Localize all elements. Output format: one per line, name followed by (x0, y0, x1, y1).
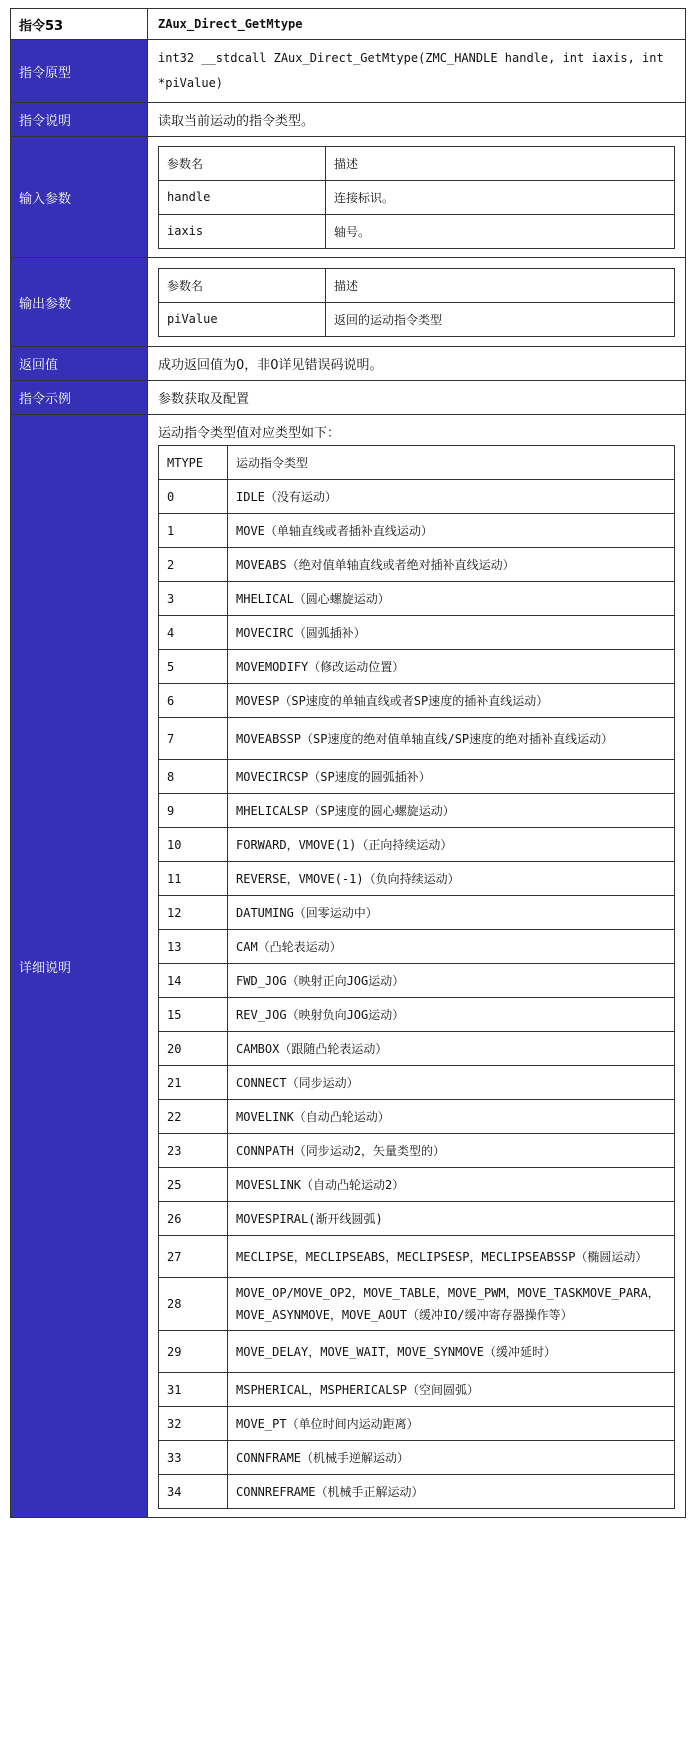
mtype-code: 1 (159, 514, 228, 548)
output-params-table (158, 268, 675, 337)
mtype-description: CAMBOX（跟随凸轮表运动） (228, 1032, 675, 1066)
header-row (11, 9, 686, 40)
mtype-description: MOVEMODIFY（修改运动位置） (228, 650, 675, 684)
mtype-code: 5 (159, 650, 228, 684)
input-params-table (158, 146, 675, 249)
mtype-code: 20 (159, 1032, 228, 1066)
mtype-code: 21 (159, 1066, 228, 1100)
mtype-description: MOVE_PT（单位时间内运动距离） (228, 1407, 675, 1441)
mtype-description: REV_JOG（映射负向JOG运动） (228, 998, 675, 1032)
example-row (11, 381, 686, 415)
mtype-code: 12 (159, 896, 228, 930)
mtype-code: 8 (159, 760, 228, 794)
mtype-description: CAM（凸轮表运动） (228, 930, 675, 964)
mtype-code: 13 (159, 930, 228, 964)
mtype-description: FWD_JOG（映射正向JOG运动） (228, 964, 675, 998)
table-row (159, 1168, 675, 1202)
prototype-label: 指令原型 (11, 40, 148, 103)
table-row (159, 862, 675, 896)
description-row (11, 103, 686, 137)
table-row (159, 964, 675, 998)
mtype-description: CONNECT（同步运动） (228, 1066, 675, 1100)
mtype-description: MHELICAL（圆心螺旋运动） (228, 582, 675, 616)
mtype-code: 26 (159, 1202, 228, 1236)
mtype-code: 3 (159, 582, 228, 616)
table-row (159, 1134, 675, 1168)
details-cell (148, 415, 686, 1518)
table-row (159, 514, 675, 548)
mtype-description: MOVEABSSP（SP速度的绝对值单轴直线/SP速度的绝对插补直线运动） (228, 718, 675, 760)
table-row (159, 548, 675, 582)
mtype-code: 2 (159, 548, 228, 582)
mtype-description: MECLIPSE，MECLIPSEABS，MECLIPSESP，MECLIPSEABSSP（椭圆运动） (228, 1236, 675, 1278)
output-params-cell (148, 258, 686, 347)
col-motion-type: 运动指令类型 (228, 446, 675, 480)
table-row (159, 1202, 675, 1236)
mtype-description: MOVE_OP/MOVE_OP2，MOVE_TABLE，MOVE_PWM，MOVE_TASKMOVE_PARA，MOVE_ASYNMOVE，MOVE_AOUT（缓冲IO/缓冲寄存器操作等） (228, 1278, 675, 1331)
details-intro: 运动指令类型值对应类型如下： (158, 426, 341, 441)
table-row (159, 684, 675, 718)
mtype-description: CONNPATH（同步运动2，矢量类型的） (228, 1134, 675, 1168)
table-row (159, 760, 675, 794)
mtype-code: 32 (159, 1407, 228, 1441)
mtype-code: 23 (159, 1134, 228, 1168)
mtype-code: 31 (159, 1373, 228, 1407)
table-row (159, 1441, 675, 1475)
example-label: 指令示例 (11, 381, 148, 415)
table-header (159, 268, 675, 302)
description-text: 读取当前运动的指令类型。 (148, 103, 686, 137)
table-row (159, 616, 675, 650)
mtype-code: 14 (159, 964, 228, 998)
table-row (159, 214, 675, 248)
table-header (159, 146, 675, 180)
mtype-description: DATUMING（回零运动中） (228, 896, 675, 930)
table-row (159, 480, 675, 514)
mtype-description: MSPHERICAL，MSPHERICALSP（空间圆弧） (228, 1373, 675, 1407)
mtype-code: 27 (159, 1236, 228, 1278)
example-text: 参数获取及配置 (148, 381, 686, 415)
param-desc: 轴号。 (326, 214, 675, 248)
mtype-code: 6 (159, 684, 228, 718)
mtype-code: 7 (159, 718, 228, 760)
mtype-description: MOVESLINK（自动凸轮运动2） (228, 1168, 675, 1202)
description-label: 指令说明 (11, 103, 148, 137)
mtype-description: MOVELINK（自动凸轮运动） (228, 1100, 675, 1134)
input-params-cell (148, 137, 686, 258)
mtype-code: 33 (159, 1441, 228, 1475)
mtype-description: MOVE_DELAY，MOVE_WAIT，MOVE_SYNMOVE（缓冲延时） (228, 1331, 675, 1373)
param-name: handle (159, 180, 326, 214)
mtype-code: 29 (159, 1331, 228, 1373)
prototype-text: int32 __stdcall ZAux_Direct_GetMtype(ZMC_HANDLE handle, int iaxis, int *piValue) (148, 40, 686, 103)
table-row (159, 1032, 675, 1066)
table-row (159, 998, 675, 1032)
table-row (159, 896, 675, 930)
output-params-label: 输出参数 (11, 258, 148, 347)
table-row (159, 180, 675, 214)
mtype-code: 11 (159, 862, 228, 896)
details-row (11, 415, 686, 1518)
param-name: iaxis (159, 214, 326, 248)
table-row (159, 828, 675, 862)
mtype-description: MOVESPIRAL(渐开线圆弧) (228, 1202, 675, 1236)
col-param-desc: 描述 (326, 146, 675, 180)
output-params-row (11, 258, 686, 347)
mtype-description: FORWARD，VMOVE(1)（正向持续运动） (228, 828, 675, 862)
mtype-code: 9 (159, 794, 228, 828)
mtype-description: MOVESP（SP速度的单轴直线或者SP速度的插补直线运动） (228, 684, 675, 718)
mtype-description: MOVE（单轴直线或者插补直线运动） (228, 514, 675, 548)
mtype-code: 22 (159, 1100, 228, 1134)
mtype-code: 4 (159, 616, 228, 650)
col-param-desc: 描述 (326, 268, 675, 302)
input-params-label: 输入参数 (11, 137, 148, 258)
table-row (159, 1236, 675, 1278)
mtype-description: MOVECIRCSP（SP速度的圆弧插补） (228, 760, 675, 794)
input-params-row (11, 137, 686, 258)
mtype-code: 34 (159, 1475, 228, 1509)
mtype-code: 15 (159, 998, 228, 1032)
mtype-code: 25 (159, 1168, 228, 1202)
mtype-table (158, 445, 675, 1509)
mtype-code: 10 (159, 828, 228, 862)
table-row (159, 650, 675, 684)
prototype-row (11, 40, 686, 103)
param-desc: 返回的运动指令类型 (326, 302, 675, 336)
details-label: 详细说明 (11, 415, 148, 1518)
table-row (159, 302, 675, 336)
col-mtype: MTYPE (159, 446, 228, 480)
return-value-text: 成功返回值为0，非0详见错误码说明。 (148, 347, 686, 381)
mtype-description: MHELICALSP（SP速度的圆心螺旋运动） (228, 794, 675, 828)
table-row (159, 718, 675, 760)
table-row (159, 1475, 675, 1509)
table-row (159, 1373, 675, 1407)
mtype-description: CONNREFRAME（机械手正解运动） (228, 1475, 675, 1509)
table-row (159, 930, 675, 964)
table-row (159, 1066, 675, 1100)
table-row (159, 1100, 675, 1134)
table-header (159, 446, 675, 480)
param-name: piValue (159, 302, 326, 336)
mtype-description: CONNFRAME（机械手逆解运动） (228, 1441, 675, 1475)
mtype-code: 28 (159, 1278, 228, 1331)
command-number: 指令53 (11, 9, 148, 40)
command-doc (10, 8, 686, 1518)
table-row (159, 1331, 675, 1373)
table-row (159, 794, 675, 828)
mtype-code: 0 (159, 480, 228, 514)
command-table (10, 8, 686, 1518)
col-param-name: 参数名 (159, 268, 326, 302)
col-param-name: 参数名 (159, 146, 326, 180)
table-row (159, 1407, 675, 1441)
return-value-row (11, 347, 686, 381)
table-row (159, 1278, 675, 1331)
command-title: ZAux_Direct_GetMtype (148, 9, 686, 40)
mtype-description: MOVEABS（绝对值单轴直线或者绝对插补直线运动） (228, 548, 675, 582)
table-row (159, 582, 675, 616)
mtype-description: IDLE（没有运动） (228, 480, 675, 514)
mtype-description: REVERSE，VMOVE(-1)（负向持续运动） (228, 862, 675, 896)
param-desc: 连接标识。 (326, 180, 675, 214)
mtype-description: MOVECIRC（圆弧插补） (228, 616, 675, 650)
return-value-label: 返回值 (11, 347, 148, 381)
